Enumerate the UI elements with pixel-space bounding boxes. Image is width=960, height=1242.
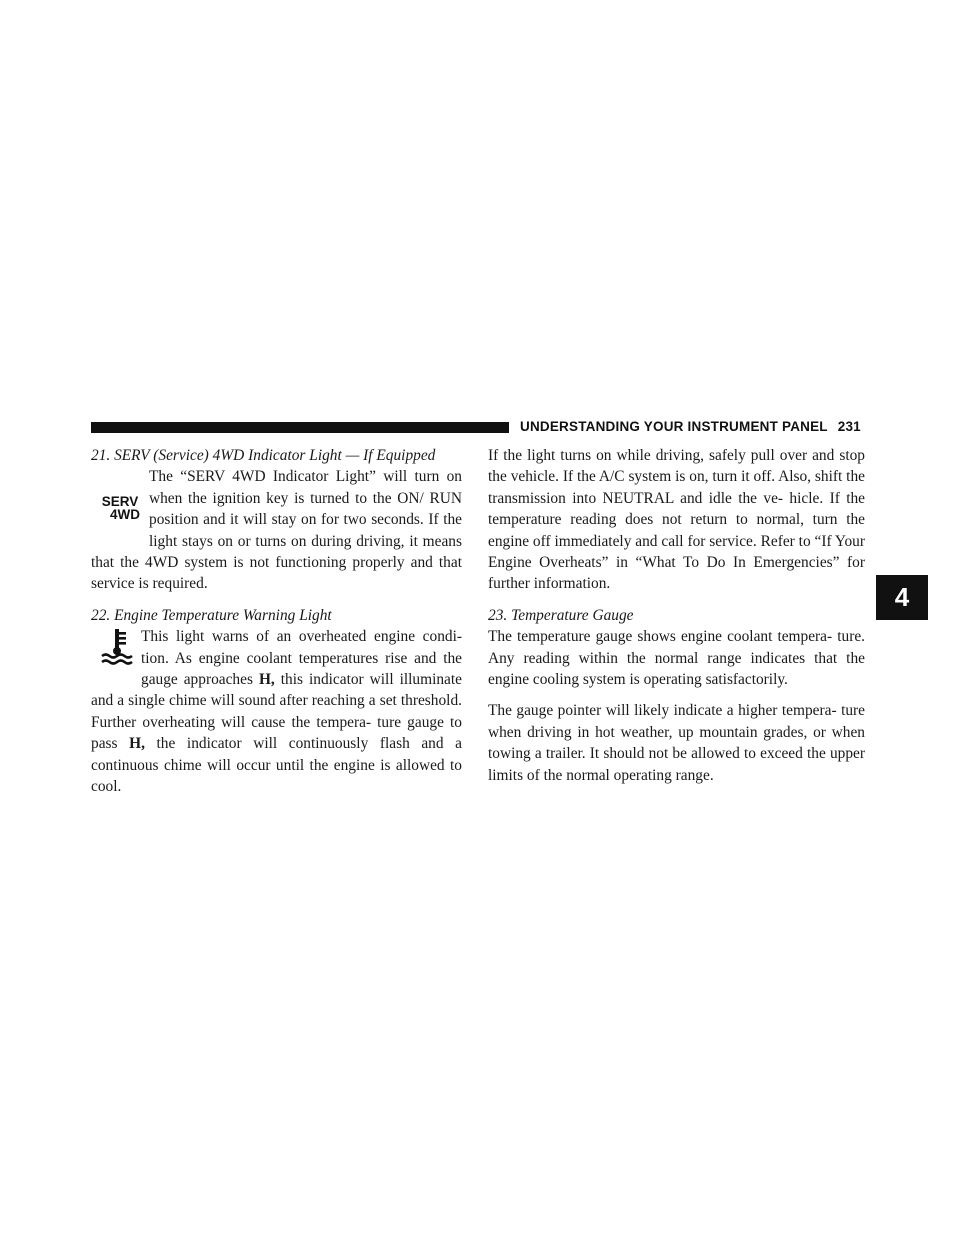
section-22-continued <box>488 445 865 595</box>
section-22-body-part2: this indicator will illuminate and a single chime will sound after reaching a set threshold. Further overheating will cause the tempera- ture gauge to pass <box>91 671 462 753</box>
section-21 <box>91 445 462 595</box>
section-21-body: The “SERV 4WD Indicator Light” will turn on when the ignition key is turned to the ON/ RUN position and it will stay on for two seconds. If the light stays on or turns on during driving, it means that the 4WD system is not functioning properly and that service is required. <box>91 468 462 593</box>
engine-temperature-icon <box>91 626 141 682</box>
serv-4wd-icon <box>91 466 149 548</box>
section-22-body-part1: This light warns of an overheated engine condi- tion. As engine coolant temperatures rise and the gauge approaches <box>141 628 462 689</box>
section-22-h-1: H, <box>258 671 275 689</box>
section-21-heading: 21. SERV (Service) 4WD Indicator Light — If Equipped <box>91 447 436 464</box>
section-22-h-2: H, <box>129 735 145 753</box>
right-column <box>488 445 865 786</box>
serv-4wd-icon-line1: SERV <box>101 494 139 510</box>
section-22-body <box>91 626 462 797</box>
header-title: UNDERSTANDING YOUR INSTRUMENT PANEL <box>520 419 828 434</box>
page-number: 231 <box>837 419 861 434</box>
serv-4wd-icon-line2: 4WD <box>110 507 140 523</box>
chapter-tab: 4 <box>876 575 928 620</box>
section-22-heading: 22. Engine Temperature Warning Light <box>91 606 332 624</box>
section-23 <box>488 605 865 786</box>
section-22-body-part3: the indicator will continuously flash and a continuous chime will occur until the engine is allowed to cool. <box>91 735 462 796</box>
section-22 <box>91 605 462 798</box>
section-23-para-2: The gauge pointer will likely indicate a higher tempera- ture when driving in hot weather, up mountain grades, or when towing a trailer. It should not be allowed to exceed the upper limits of the normal operating range. <box>488 702 865 784</box>
section-22-continued-body: If the light turns on while driving, safely pull over and stop the vehicle. If the A/C system is on, turn it off. Also, shift the transmission into NEUTRAL and idle the ve- hicle. If the temperature reading does not return to normal, turn the engine off immediately and call for service. Refer to “If Your Engine Overheats” in “What To Do In Emergencies” for further information. <box>488 447 865 593</box>
header-rule <box>91 422 509 433</box>
section-23-para-1: The temperature gauge shows engine coolant tempera- ture. Any reading within the normal range indicates that the engine cooling system is operating satisfactorily. <box>488 628 865 689</box>
running-header <box>520 419 861 434</box>
section-23-heading: 23. Temperature Gauge <box>488 606 634 624</box>
left-column <box>91 445 462 798</box>
